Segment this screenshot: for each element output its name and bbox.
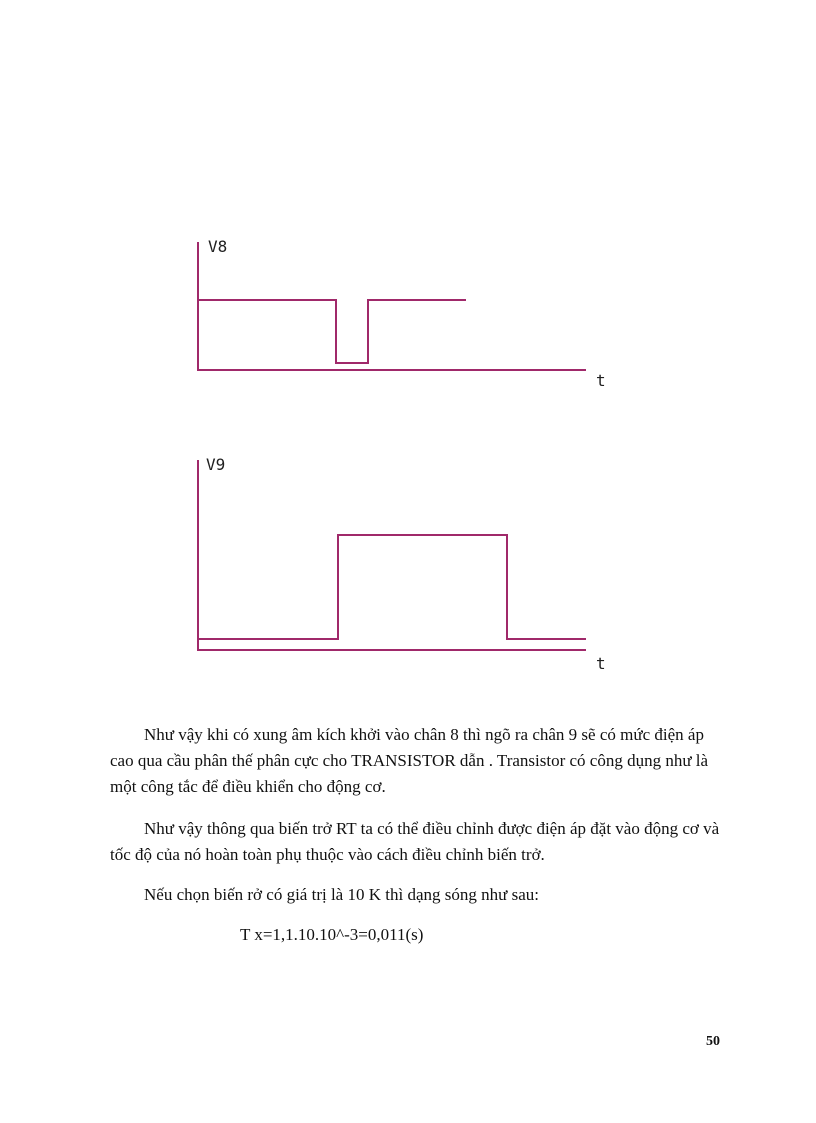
paragraph-rt-adjust: Như vậy thông qua biến trở RT ta có thể điều chỉnh được điện áp đặt vào động cơ và tốc độ của nó hoàn toàn phụ thuộc vào cách điều chỉnh biến trở. — [110, 819, 720, 864]
paragraph-pulse-trigger: Như vậy khi có xung âm kích khởi vào chân 8 thì ngõ ra chân 9 sẽ có mức điện áp cao qua cầu phân thế phân cực cho TRANSISTOR dẫn . Transistor có công dụng như là một công tắc để điều khiển cho động cơ. — [110, 725, 709, 796]
paragraph-resistor-choice: Nếu chọn biến rở có giá trị là 10 K thì dạng sóng như sau: — [144, 885, 539, 904]
v9-waveform-diagram — [0, 450, 640, 680]
v8-axis-label: V8 — [208, 237, 228, 256]
v8-time-label: t — [596, 371, 606, 390]
v9-signal-trace — [198, 535, 586, 639]
page-number: 50 — [706, 1034, 720, 1049]
v9-time-label: t — [596, 654, 606, 673]
v8-signal-trace — [198, 300, 466, 363]
v8-waveform-diagram — [0, 230, 640, 400]
v9-axis-label: V9 — [206, 455, 226, 474]
formula-tx: T x=1,1.10.10^-3=0,011(s) — [240, 925, 424, 944]
